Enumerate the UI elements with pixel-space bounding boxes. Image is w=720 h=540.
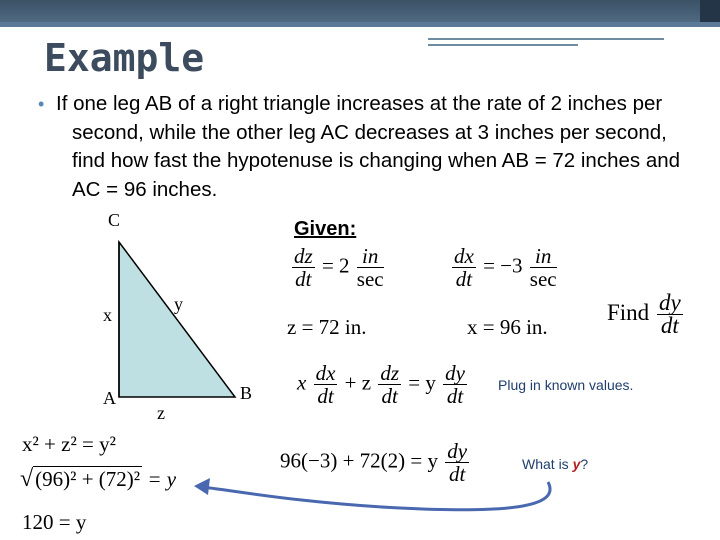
sqrt-rhs: = y	[147, 467, 177, 491]
rr-eq-y: = y	[408, 370, 436, 395]
related-rates-equation	[297, 362, 469, 407]
rr-dz: dz	[380, 361, 400, 385]
find-dy-dt	[607, 292, 685, 337]
find-label: Find	[607, 299, 650, 325]
slide-title: Example	[44, 36, 205, 80]
dz-den: dt	[295, 267, 312, 291]
vertex-c-label: C	[108, 210, 121, 230]
rr-dt2: dt	[381, 384, 398, 408]
pythagorean-equation: x² + z² = y²	[22, 432, 116, 456]
dz-unit-den: sec	[356, 267, 384, 291]
z-value: z = 72 in.	[287, 315, 367, 339]
rr-x: x	[297, 370, 307, 395]
substituted-den: dt	[449, 462, 466, 486]
rr-dt3: dt	[446, 384, 464, 408]
find-num: dy	[658, 290, 681, 315]
dx-unit-den: sec	[529, 267, 557, 291]
side-x-label: x	[103, 305, 112, 325]
what-is-suffix: ?	[580, 456, 589, 472]
rr-dy: dy	[445, 361, 465, 385]
given-heading: Given:	[294, 218, 357, 240]
triangle-shape	[119, 242, 235, 397]
rr-dt1: dt	[317, 384, 334, 408]
dx-den: dt	[455, 267, 473, 291]
substituted-lhs: 96(−3) + 72(2) = y	[280, 448, 439, 473]
rr-plus-z: + z	[344, 370, 372, 395]
sqrt-equation	[20, 466, 176, 493]
what-is-y-note	[522, 456, 588, 472]
dx-value: = −3	[483, 253, 523, 278]
curved-arrow-path	[202, 482, 550, 510]
vertex-b-label: B	[240, 383, 253, 403]
sqrt-sign: √	[20, 466, 34, 492]
find-den: dt	[660, 313, 679, 338]
x-value: x = 96 in.	[467, 315, 548, 339]
dx-num: dx	[454, 244, 474, 268]
dz-dt-equation	[290, 245, 386, 290]
arrowhead	[194, 478, 210, 495]
rr-dx: dx	[315, 361, 336, 385]
result-equation: 120 = y	[22, 510, 87, 534]
substituted-num: dy	[447, 439, 468, 463]
plug-in-note: Plug in known values.	[498, 377, 634, 393]
dz-num: dz	[294, 244, 313, 268]
dx-unit-num: in	[530, 245, 557, 268]
what-is-prefix: What is	[522, 456, 573, 472]
bullet-dot: •	[38, 94, 45, 114]
dz-unit-num: in	[357, 245, 384, 268]
dz-value: = 2	[321, 253, 350, 278]
sqrt-radicand: (96)² + (72)²	[35, 467, 141, 491]
problem-text: If one leg AB of a right triangle increases at the rate of 2 inches per second, while the other leg AC decreases at 3 inches per second, find how fast the hypotenuse is changing when AB = 72 inches and AC = 96 inches.	[56, 92, 681, 201]
side-z-label: z	[157, 403, 165, 423]
substituted-equation	[280, 440, 471, 485]
side-y-label: y	[174, 294, 183, 314]
what-is-var: y	[572, 456, 581, 472]
vertex-a-label: A	[103, 388, 116, 408]
dx-dt-equation	[450, 245, 559, 290]
